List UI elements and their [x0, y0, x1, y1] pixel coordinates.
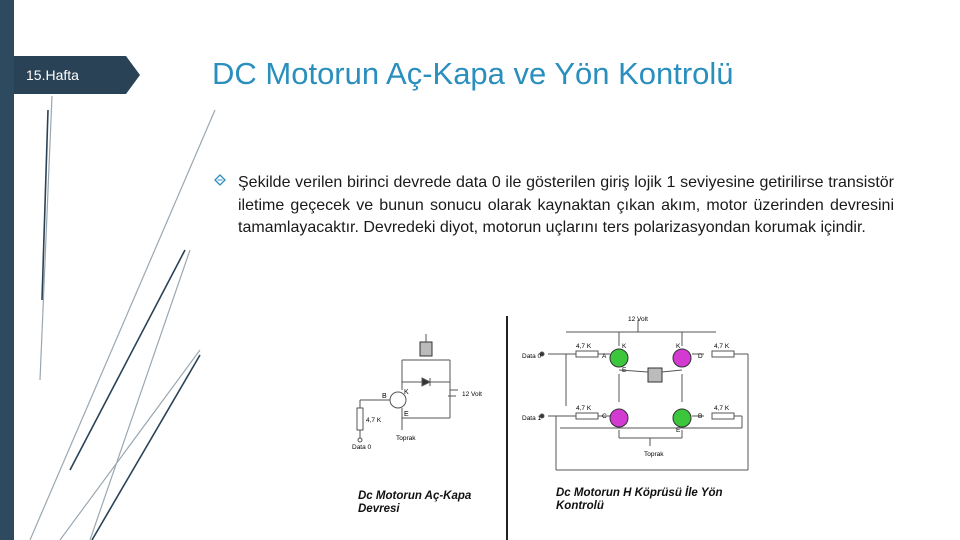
bullet-text: Şekilde verilen birinci devrede data 0 ile gösterilen giriş lojik 1 seviyesine getirilirse transistör iletime geçecek ve bunun sonucu olarak kaynaktan çıkan akım, motor üzerinden devresini tamamlayacaktır. Devredeki diyot, motorun uçlarını ters polarizasyondan korumak içindir.: [238, 174, 894, 236]
c2-k-left-label: K: [622, 343, 627, 350]
c2-a-label: A: [602, 353, 607, 360]
c1-e-label: E: [404, 411, 409, 418]
c2-r-br-label: 4,7 K: [714, 405, 730, 412]
transistor-a: [610, 349, 628, 367]
c1-b-label: B: [382, 393, 387, 400]
circuit2-caption-line2: Kontrolü: [556, 500, 604, 512]
slide-title: DC Motorun Aç-Kapa ve Yön Kontrolü: [212, 56, 734, 91]
circuit2-caption: [556, 487, 723, 513]
c1-resistor-label: 4,7 K: [366, 417, 382, 424]
c2-e-left-label: E: [622, 367, 627, 374]
c2-e-right-label: E: [676, 427, 681, 434]
c1-data-label: Data 0: [352, 444, 372, 451]
c2-supply-label: 12 Volt: [628, 316, 648, 323]
c2-r-tr-label: 4,7 K: [714, 343, 730, 350]
c1-ground-label: Toprak: [396, 435, 416, 442]
c2-c-label: C: [602, 413, 607, 420]
c2-k-right-label: K: [676, 343, 681, 350]
transistor-c: [610, 409, 628, 427]
c2-b-label: B: [698, 413, 703, 420]
c1-supply-label: 12 Volt: [462, 391, 482, 398]
figure-divider: [506, 316, 508, 540]
week-tag: [14, 56, 126, 94]
c2-r-bl-label: 4,7 K: [576, 405, 592, 412]
c2-d-label: D: [698, 353, 703, 360]
h-bridge-circuit-diagram: [516, 310, 760, 480]
circuit1-caption: [358, 490, 471, 516]
c2-data1-label: Data 1: [522, 415, 542, 422]
c2-ground-label: Toprak: [644, 451, 664, 458]
on-off-circuit-diagram: [340, 330, 500, 460]
c2-data0-label: Data 0: [522, 353, 542, 360]
circuit2-caption-line1: Dc Motorun H Köprüsü İle Yön: [556, 487, 723, 499]
diamond-outline-icon: [214, 174, 226, 186]
c1-k-label: K: [404, 389, 409, 396]
transistor-b: [673, 409, 691, 427]
circuit1-caption-line1: Dc Motorun Aç-Kapa: [358, 490, 472, 502]
c2-r-tl-label: 4,7 K: [576, 343, 592, 350]
week-tag-label: 15.Hafta: [26, 67, 79, 83]
circuit1-caption-line2: Devresi: [358, 503, 400, 515]
transistor-d: [673, 349, 691, 367]
